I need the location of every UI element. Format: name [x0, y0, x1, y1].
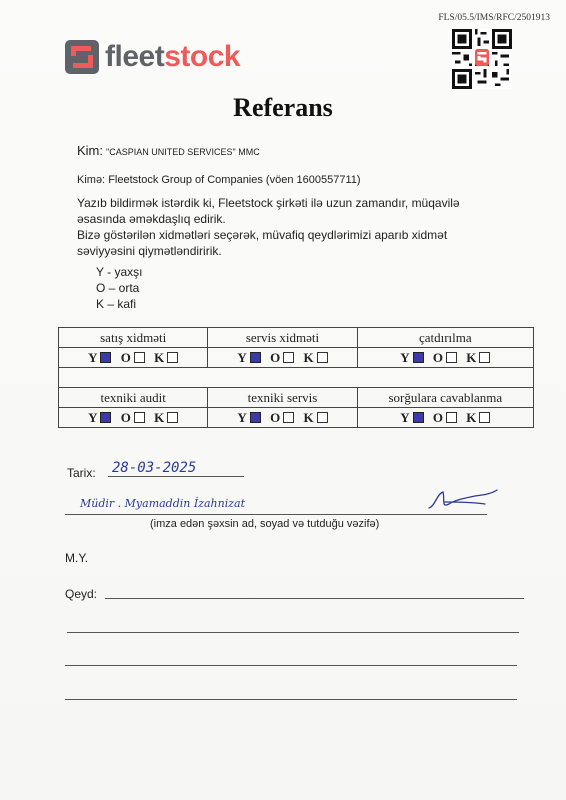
- note-line[interactable]: [65, 665, 517, 666]
- rating-options: [357, 408, 533, 428]
- option-k-label: K: [303, 409, 314, 425]
- option-o-checkbox[interactable]: [283, 412, 294, 423]
- option-y-label: Y: [237, 349, 247, 365]
- note-line[interactable]: [67, 632, 519, 633]
- note-line[interactable]: [65, 699, 517, 700]
- signer-name-handwritten: Müdir . Myamaddin İzahnizat: [80, 497, 246, 510]
- rating-options: [208, 348, 357, 368]
- option-o-label: O: [120, 349, 131, 365]
- option-o-checkbox[interactable]: [134, 352, 145, 363]
- option-y-label: Y: [400, 349, 410, 365]
- option-k-label: K: [154, 409, 165, 425]
- qr-code-icon: [452, 29, 512, 89]
- option-o-checkbox[interactable]: [446, 412, 457, 423]
- body-paragraph: [77, 195, 460, 259]
- sender-value: Fleetstock Group of Companies (vöen 1600557711): [108, 174, 361, 186]
- option-k-checkbox[interactable]: [479, 412, 490, 423]
- rating-options: [59, 408, 208, 428]
- option-o-checkbox[interactable]: [446, 352, 457, 363]
- rating-spacer-row: [59, 368, 534, 388]
- option-y-checkbox[interactable]: [413, 412, 424, 423]
- option-k-label: K: [466, 409, 477, 425]
- option-k-checkbox[interactable]: [479, 352, 490, 363]
- option-o-label: O: [120, 409, 131, 425]
- option-k-checkbox[interactable]: [167, 412, 178, 423]
- option-y-checkbox[interactable]: [250, 352, 261, 363]
- rating-table: [58, 327, 534, 428]
- logo-text: [105, 40, 240, 74]
- recipient-label: Kim:: [77, 143, 103, 158]
- rating-header-row: [59, 388, 534, 408]
- logo-icon: [65, 40, 99, 74]
- option-o-label: O: [270, 349, 281, 365]
- option-k-label: K: [303, 349, 314, 365]
- option-o-label: O: [432, 349, 444, 365]
- body-line: Yazıb bildirmək istərdik ki, Fleetstock şirkəti ilə uzun zamandır, müqavilə: [77, 196, 460, 210]
- recipient-line: [77, 143, 260, 158]
- option-y-checkbox[interactable]: [100, 352, 111, 363]
- logo-text-part1: fleet: [105, 40, 165, 73]
- signature-icon: [425, 486, 500, 514]
- date-field[interactable]: 28-03-2025: [108, 460, 244, 477]
- option-y-checkbox[interactable]: [100, 412, 111, 423]
- option-k-checkbox[interactable]: [317, 352, 328, 363]
- rating-category: satış xidməti: [59, 328, 208, 348]
- option-y-label: Y: [88, 409, 98, 425]
- legend-k: K – kafi: [96, 297, 137, 311]
- rating-category: texniki audit: [59, 388, 208, 408]
- rating-options: [59, 348, 208, 368]
- option-y-label: Y: [237, 409, 247, 425]
- sender-line: [77, 174, 361, 186]
- recipient-value: "CASPIAN UNITED SERVICES" MMC: [106, 147, 260, 157]
- rating-options: [208, 408, 357, 428]
- option-k-checkbox[interactable]: [317, 412, 328, 423]
- body-line: səviyyəsini qiymətləndiririk.: [77, 244, 222, 258]
- rating-category: çatdırılma: [357, 328, 533, 348]
- rating-category: servis xidməti: [208, 328, 357, 348]
- option-y-label: Y: [88, 349, 98, 365]
- rating-legend: [96, 264, 142, 312]
- body-line: əsasında əməkdaşlıq edirik.: [77, 212, 226, 226]
- signature-caption: (imza edən şəxsin ad, soyad və tutduğu vəzifə): [150, 518, 380, 530]
- logo-text-part2: stock: [164, 40, 241, 73]
- date-label: Tarix:: [67, 466, 96, 480]
- option-k-checkbox[interactable]: [167, 352, 178, 363]
- rating-header-row: [59, 328, 534, 348]
- note-line[interactable]: [105, 598, 524, 599]
- sender-label: Kimə:: [77, 174, 106, 186]
- option-o-label: O: [432, 409, 444, 425]
- option-y-checkbox[interactable]: [250, 412, 261, 423]
- body-line: Bizə göstərilən xidmətləri seçərək, müvafiq qeydlərimizi aparıb xidmət: [77, 228, 448, 242]
- rating-options: [357, 348, 533, 368]
- rating-options-row: [59, 348, 534, 368]
- legend-o: O – orta: [96, 281, 140, 295]
- rating-category: sorğulara cavablanma: [357, 388, 533, 408]
- stamp-label: M.Y.: [65, 551, 89, 565]
- option-o-checkbox[interactable]: [283, 352, 294, 363]
- option-o-label: O: [270, 409, 281, 425]
- option-o-checkbox[interactable]: [134, 412, 145, 423]
- option-y-label: Y: [400, 409, 410, 425]
- option-y-checkbox[interactable]: [413, 352, 424, 363]
- signature-line: [65, 514, 487, 515]
- option-k-label: K: [466, 349, 477, 365]
- rating-category: texniki servis: [208, 388, 357, 408]
- option-k-label: K: [154, 349, 165, 365]
- legend-y: Y - yaxşı: [96, 265, 143, 279]
- document-title: Referans: [233, 93, 333, 122]
- company-logo: [65, 40, 240, 74]
- note-label: Qeyd:: [65, 587, 98, 601]
- reference-code: FLS/05.5/IMS/RFC/2501913: [438, 13, 550, 23]
- rating-options-row: [59, 408, 534, 428]
